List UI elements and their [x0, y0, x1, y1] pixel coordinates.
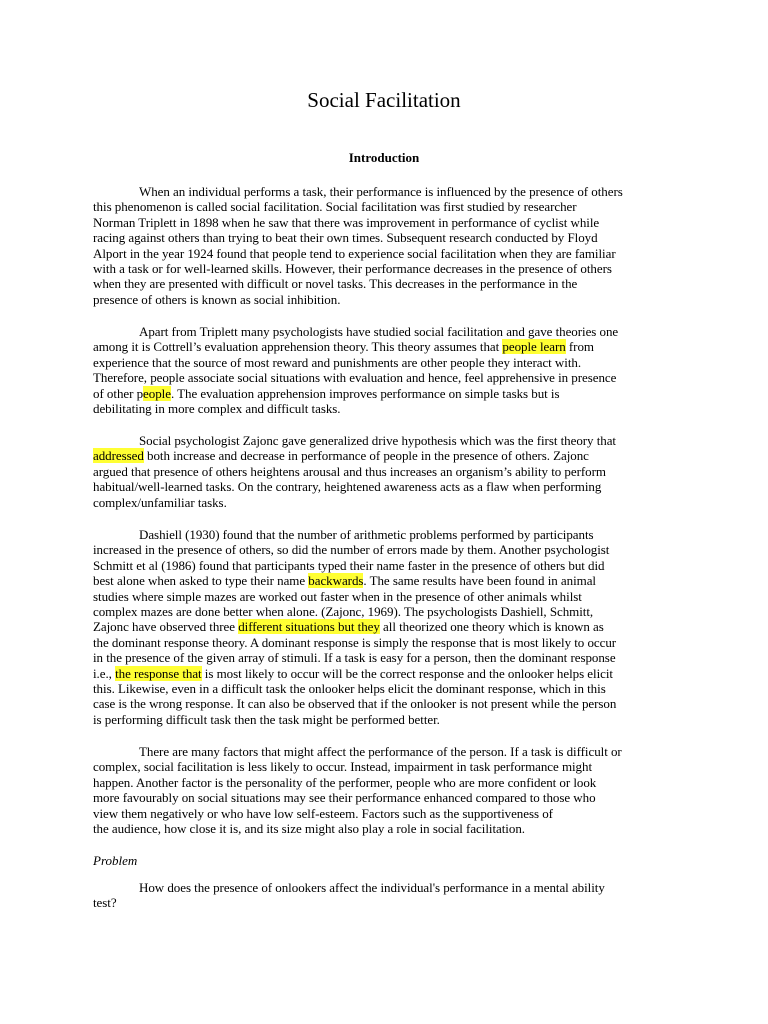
highlighted-text: backwards: [308, 573, 364, 589]
problem-paragraph: [93, 880, 675, 911]
paragraph-line: among it is Cottrell’s evaluation apprehension theory. This theory assumes that people learn from: [93, 339, 594, 355]
section-heading-introduction: Introduction: [348, 150, 420, 165]
highlighted-text: people learn: [502, 339, 566, 355]
paragraph-line: racing against others than trying to beat their own times. Subsequent research conducted by Floyd: [93, 230, 598, 246]
paragraph-line: this phenomenon is called social facilitation. Social facilitation was first studied by researcher: [93, 199, 577, 215]
paragraph-line: Norman Triplett in 1898 when he saw that there was improvement in performance of cyclist while: [93, 214, 600, 230]
paragraph-line: of other people. The evaluation apprehension improves performance on simple tasks but is: [93, 385, 560, 401]
highlighted-text: different situations but they: [238, 619, 380, 635]
paragraph-line: Alport in the year 1924 found that people tend to experience social facilitation when they are familiar: [93, 245, 616, 261]
body-paragraph: [93, 324, 675, 416]
paragraph-line: this. Likewise, even in a difficult task the onlooker helps elicit the dominant response, which in this: [93, 681, 606, 697]
paragraph-line: best alone when asked to type their name backwards. The same results have been found in animal: [93, 573, 596, 589]
paragraph-line: complex, social facilitation is less likely to occur. Instead, impairment in task performance might: [93, 759, 593, 775]
paragraph-line: addressed both increase and decrease in performance of people in the presence of others. Zajonc: [93, 448, 589, 464]
highlighted-text: the response that: [115, 665, 202, 681]
paragraph-line: case is the wrong response. It can also be observed that if the onlooker is not present while the person: [93, 696, 617, 712]
paragraph-line: argued that presence of others heightens arousal and thus increases an organism’s ability to perform: [93, 463, 606, 479]
paragraph-line: Apart from Triplett many psychologists have studied social facilitation and gave theories one: [139, 324, 619, 339]
paragraph-line: Dashiell (1930) found that the number of arithmetic problems performed by participants: [139, 527, 594, 542]
paragraph-line: studies where simple mazes are worked out faster when in the presence of other animals whilst: [93, 588, 582, 604]
body-paragraph: [93, 184, 675, 307]
paragraph-line: more favourably on social situations may see their performance enhanced compared to those who: [93, 790, 596, 806]
paragraph-line: increased in the presence of others, so did the number of errors made by them. Another psychologist: [93, 542, 610, 558]
paragraph-line: complex mazes are done better when alone. (Zajonc, 1969). The psychologists Dashiell, Schmitt,: [93, 604, 594, 620]
body-paragraph: [93, 433, 675, 510]
paragraph-line: when they are presented with difficult or novel tasks. This decreases in the performance in the: [93, 276, 578, 292]
paragraph-line: presence of others is known as social inhibition.: [93, 291, 341, 307]
paragraph-line: habitual/well-learned tasks. On the contrary, heightened awareness acts as a flaw when performing: [93, 479, 602, 495]
paragraph-line: the audience, how close it is, and its size might also play a role in social facilitation.: [93, 821, 525, 837]
paragraph-line: the dominant response theory. A dominant response is simply the response that is most likely to occur: [93, 634, 617, 650]
paragraph-line: is performing difficult task then the task might be performed better.: [93, 711, 440, 727]
paragraph-line: experience that the source of most reward and punishments are other people they interact with.: [93, 354, 582, 370]
paragraph-line: Schmitt et al (1986) found that participants typed their name faster in the presence of others but did: [93, 557, 605, 573]
paragraph-line: When an individual performs a task, their performance is influenced by the presence of others: [139, 184, 623, 199]
paragraph-line: There are many factors that might affect the performance of the person. If a task is difficult or: [139, 744, 622, 759]
highlighted-text: addressed: [93, 448, 144, 464]
paragraph-line: happen. Another factor is the personality of the performer, people who are more confident or look: [93, 774, 597, 790]
body-paragraph: [93, 527, 675, 727]
body-paragraph: [93, 744, 675, 836]
paragraph-line: Social psychologist Zajonc gave generalized drive hypothesis which was the first theory that: [139, 433, 616, 448]
paragraph-line: i.e., the response that is most likely to occur will be the correct response and the onlooker helps elicit: [93, 665, 613, 681]
paragraph-line: complex/unfamiliar tasks.: [93, 494, 227, 510]
paragraph-line: in the presence of the given array of stimuli. If a task is easy for a person, then the dominant response: [93, 650, 616, 666]
paragraph-line: view them negatively or who have low self-esteem. Factors such as the supportiveness of: [93, 805, 553, 821]
document-title: Social Facilitation: [307, 88, 461, 112]
highlighted-text: eople: [143, 385, 171, 401]
paragraph-line: Zajonc have observed three different situations but they all theorized one theory which is known as: [93, 619, 604, 635]
paragraph-line: Therefore, people associate social situations with evaluation and hence, feel apprehensive in presence: [93, 370, 617, 386]
problem-line: test?: [93, 895, 117, 911]
paragraph-line: with a task or for well-learned skills. However, their performance decreases in the presence of others: [93, 261, 612, 277]
paragraph-line: debilitating in more complex and difficult tasks.: [93, 401, 341, 417]
subheading-problem: Problem: [93, 853, 138, 868]
problem-line: How does the presence of onlookers affect the individual's performance in a mental ability: [139, 880, 605, 895]
